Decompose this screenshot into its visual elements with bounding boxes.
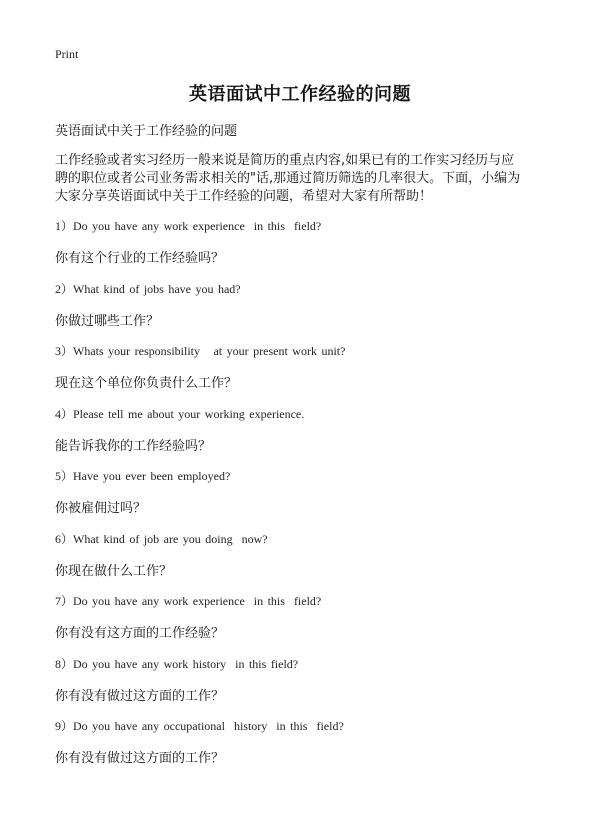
qa-item — [55, 530, 555, 593]
document-title: 英语面试中工作经验的问题 — [189, 84, 411, 105]
document-subtitle: 英语面试中关于工作经验的问题 — [55, 124, 238, 139]
answer-text: 现在这个单位你负责什么工作？ — [55, 376, 238, 391]
question-text: 3）Whats your responsibility at your present work unit? — [55, 344, 346, 358]
qa-item — [55, 280, 555, 343]
question-text: 5）Have you ever been employed? — [55, 469, 231, 483]
answer-text: 你有没有做过这方面的工作？ — [55, 688, 225, 704]
qa-item — [55, 342, 555, 405]
intro-paragraph — [55, 152, 555, 206]
question-text: 4）Please tell me about your working experience. — [55, 406, 305, 421]
question-text: 2）What kind of jobs have you had? — [55, 281, 241, 296]
question-text: 7）Do you have any work experience in this field? — [55, 594, 322, 608]
answer-text: 你现在做什么工作？ — [55, 563, 173, 579]
qa-item — [55, 405, 555, 468]
question-text: 1）Do you have any work experience in this field? — [55, 219, 322, 233]
question-text: 9）Do you have any occupational history in this field? — [55, 719, 344, 733]
question-text: 6）What kind of job are you doing now? — [55, 531, 268, 546]
intro-line-2: 聘的职位或者公司业务需求相关的"话,那通过简历筛选的几率很大。下面，小编为 — [55, 171, 521, 186]
answer-text: 你做过哪些工作？ — [55, 313, 160, 329]
qa-item — [55, 467, 555, 530]
qa-item — [55, 717, 555, 780]
answer-text: 能告诉我你的工作经验吗？ — [55, 438, 212, 454]
print-label[interactable]: Print — [55, 47, 79, 61]
qa-item — [55, 592, 555, 655]
question-text: 8）Do you have any work history in this field? — [55, 656, 299, 671]
answer-text: 你有没有做过这方面的工作？ — [55, 751, 225, 766]
intro-line-3: 大家分享英语面试中关于工作经验的问题，希望对大家有所帮助！ — [55, 189, 433, 204]
qa-list — [55, 217, 555, 780]
answer-text: 你有这个行业的工作经验吗？ — [55, 251, 225, 266]
answer-text: 你被雇佣过吗？ — [55, 501, 147, 516]
intro-line-1: 工作经验或者实习经历一般来说是简历的重点内容,如果已有的工作实习经历与应 — [55, 153, 515, 168]
qa-item — [55, 217, 555, 280]
answer-text: 你有没有这方面的工作经验？ — [55, 626, 225, 641]
qa-item — [55, 655, 555, 718]
